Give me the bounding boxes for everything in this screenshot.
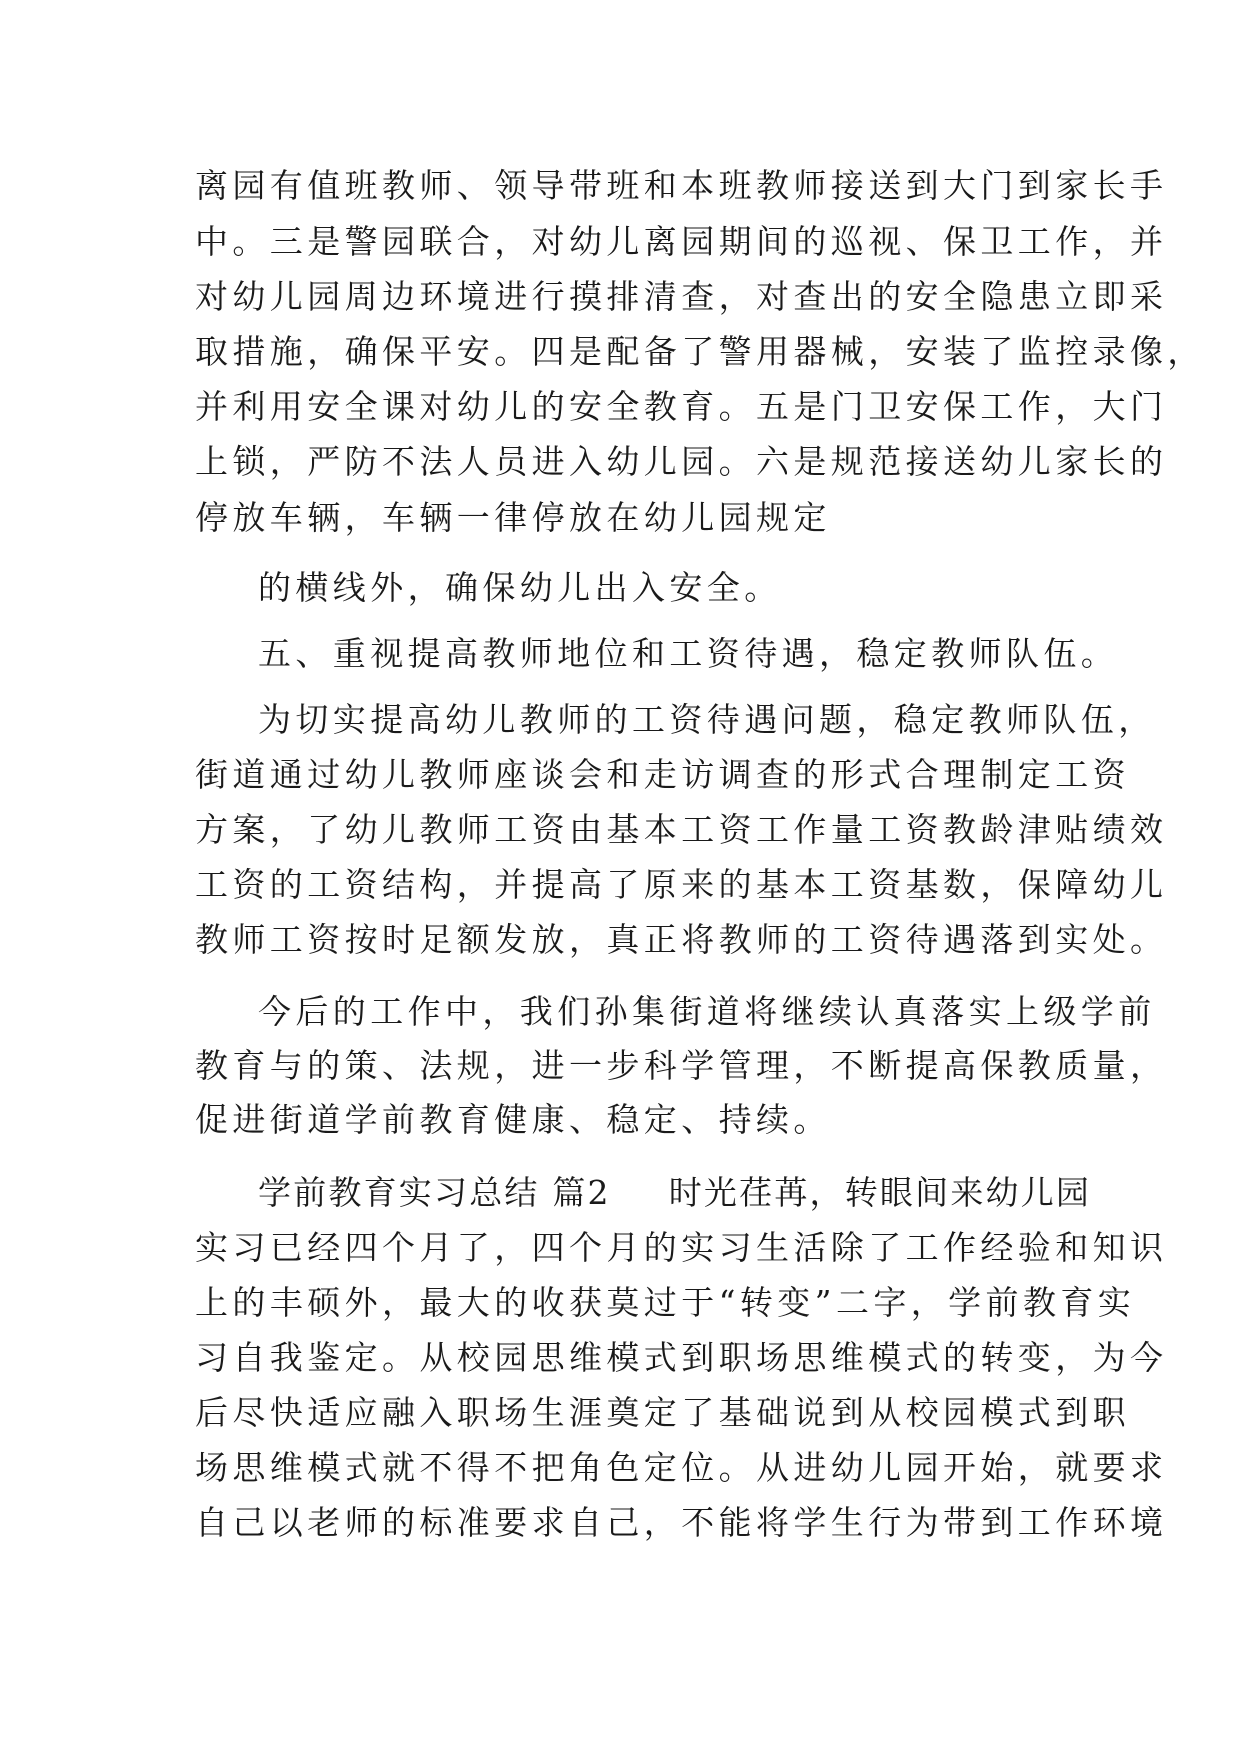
paragraph-line: 工资的工资结构，并提高了原来的基本工资基数，保障幼儿 xyxy=(195,865,1168,904)
paragraph-line: 离园有值班教师、领导带班和本班教师接送到大门到家长手 xyxy=(195,166,1168,205)
paragraph-line: 促进街道学前教育健康、稳定、持续。 xyxy=(195,1100,831,1139)
paragraph-line: 取措施，确保平安。四是配备了警用器械，安装了监控录像， xyxy=(195,332,1205,371)
article-number: 篇2 xyxy=(552,1173,611,1212)
paragraph-line: 教育与的策、法规，进一步科学管理，不断提高保教质量， xyxy=(195,1046,1168,1085)
paragraph-line: 停放车辆，车辆一律停放在幼儿园规定 xyxy=(195,498,831,537)
paragraph-line: 上锁，严防不法人员进入幼儿园。六是规范接送幼儿家长的 xyxy=(195,442,1168,481)
paragraph-line: 实习已经四个月了，四个月的实习生活除了工作经验和知识 xyxy=(195,1228,1168,1267)
paragraph-line: 方案，了幼儿教师工资由基本工资工作量工资教龄津贴绩效 xyxy=(195,810,1168,849)
paragraph-line: 街道通过幼儿教师座谈会和走访调查的形式合理制定工资 xyxy=(195,755,1130,794)
article-heading-line xyxy=(258,1173,1091,1213)
paragraph-line: 为切实提高幼儿教师的工资待遇问题，稳定教师队伍， xyxy=(258,700,1156,739)
paragraph-line: 中。三是警园联合，对幼儿离园期间的巡视、保卫工作，并 xyxy=(195,222,1168,261)
article-title: 学前教育实习总结 xyxy=(258,1173,540,1212)
paragraph-line: 对幼儿园周边环境进行摸排清查，对查出的安全隐患立即采 xyxy=(195,277,1168,316)
paragraph-line: 习自我鉴定。从校园思维模式到职场思维模式的转变，为今 xyxy=(195,1338,1168,1377)
paragraph-line: 后尽快适应融入职场生涯奠定了基础说到从校园模式到职 xyxy=(195,1393,1130,1432)
paragraph-line: 自己以老师的标准要求自己，不能将学生行为带到工作环境 xyxy=(195,1503,1168,1542)
paragraph-line: 上的丰硕外，最大的收获莫过于“转变”二字，学前教育实 xyxy=(195,1283,1136,1322)
paragraph-line: 场思维模式就不得不把角色定位。从进幼儿园开始，就要求 xyxy=(195,1448,1168,1487)
section-heading: 五、重视提高教师地位和工资待遇，稳定教师队伍。 xyxy=(258,634,1119,673)
article-first-text: 时光荏苒，转眼间来幼儿园 xyxy=(668,1173,1092,1212)
paragraph-line: 今后的工作中，我们孙集街道将继续认真落实上级学前 xyxy=(258,992,1156,1031)
paragraph-line: 的横线外，确保幼儿出入安全。 xyxy=(258,568,782,607)
paragraph-line: 教师工资按时足额发放，真正将教师的工资待遇落到实处。 xyxy=(195,920,1168,959)
paragraph-line: 并利用安全课对幼儿的安全教育。五是门卫安保工作，大门 xyxy=(195,387,1168,426)
